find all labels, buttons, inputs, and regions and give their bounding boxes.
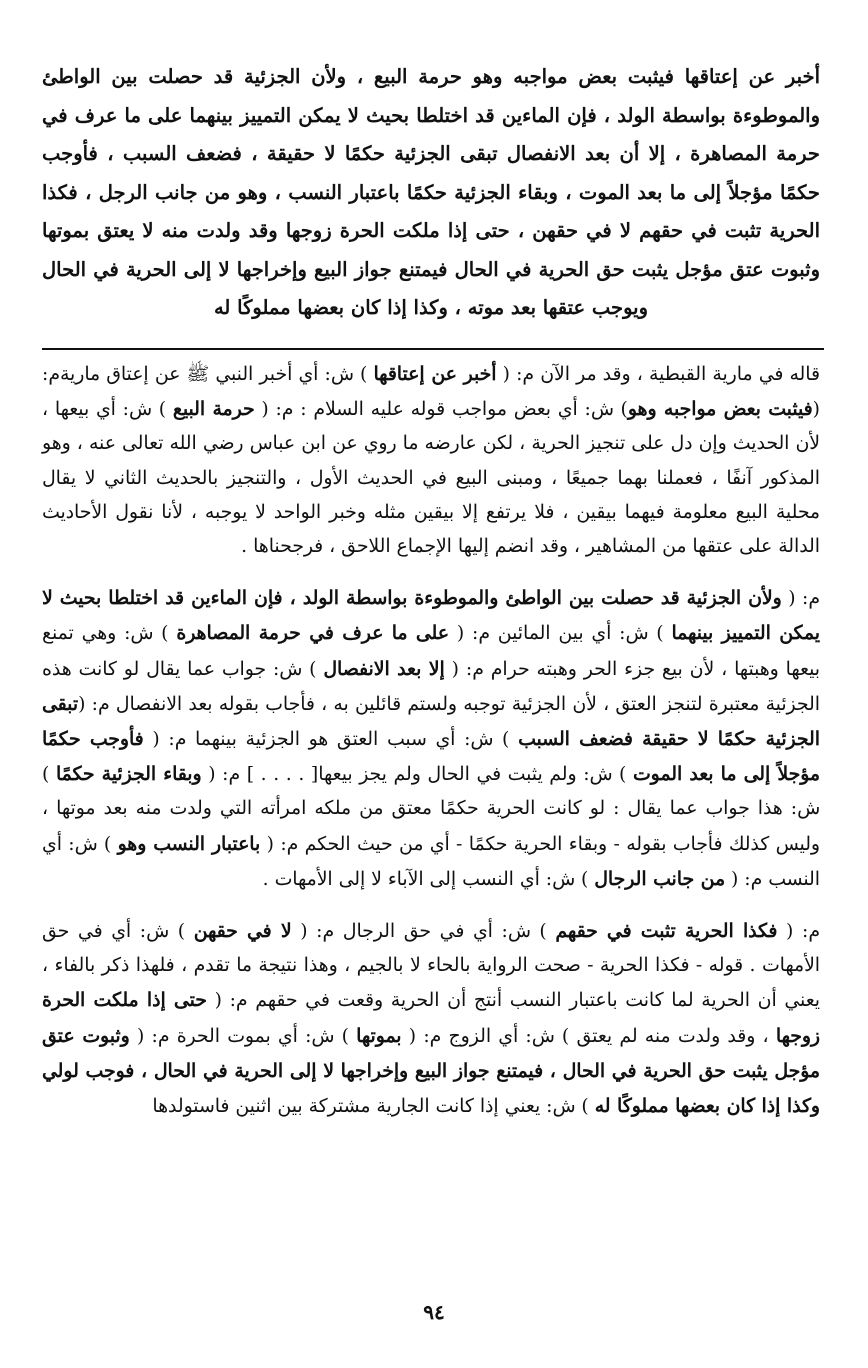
page-number: ٩٤	[423, 1300, 445, 1324]
commentary-paragraph-3	[42, 914, 820, 1124]
commentary-text: ) ش: أي بين المائين م: (	[448, 623, 672, 645]
commentary-text: ) ش: أي النسب م: (	[42, 833, 820, 890]
quoted-matn: من جانب الرجال	[594, 867, 725, 890]
commentary-text: ) ش: ولم يثبت في الحال ولم يجز بيعها[ . . . . ] م: (	[201, 764, 633, 786]
commentary-text: ) ش: جواب عما يقال لو كانت هذه الجزئية معتبرة لتنجز العتق ، لأن الجزئية توجبه ولستم قائلين به ، فأجاب بقوله بعد الانفصال م: (	[42, 658, 820, 715]
commentary-block	[42, 357, 820, 1141]
quoted-matn: باعتبار النسب وهو	[117, 832, 261, 855]
quoted-matn: بموتها	[356, 1024, 402, 1047]
commentary-paragraph-1	[42, 357, 820, 564]
commentary-text: ) ش: أي سبب العتق هو الجزئية بينهما م: (	[143, 729, 519, 751]
commentary-text: ) ش: أي في حق الأمهات . قوله - فكذا الحرية - صحت الرواية بالحاء لا بالجيم ، وهذا نتيجة ما تقدم ، فلهذا ذكر بالفاء ، يعني أن الحرية لما كانت باعتبار النسب أنتج أن الحرية وقعت في حقهم م: (	[42, 921, 820, 1012]
commentary-text: م: (	[777, 921, 820, 943]
quoted-matn: وبقاء الجزئية حكمًا	[55, 763, 202, 786]
quoted-matn: فيثبت بعض مواجبه وهو	[627, 398, 813, 421]
commentary-text: ، وقد ولدت منه لم يعتق ) ش: أي الزوج م: (	[401, 1025, 776, 1047]
text-divider	[42, 348, 824, 350]
commentary-text: ) ش: أي بموت الحرة م: (	[129, 1025, 357, 1047]
quoted-matn: وثبوت عتق مؤجل يثبت حق الحرية في الحال ، فيمتنع جواز البيع وإخراجها لا إلى الحرية في الحال ، فوجب لولي وكذا إذا كان بعضها مملوكًا له	[42, 1024, 820, 1118]
commentary-paragraph-2	[42, 581, 820, 897]
quoted-matn: تبقى الجزئية حكمًا لا حقيقة فضعف السبب	[42, 692, 820, 751]
commentary-text: قاله في مارية القبطية ، وقد مر الآن م: (	[496, 364, 820, 385]
quoted-matn: إلا بعد الانفصال	[323, 657, 445, 680]
quoted-matn: ولأن الجزئية قد حصلت بين الواطئ والموطوءة بواسطة الولد ، فإن الماءين قد اختلطا بحيث لا يمكن التمييز بينهما	[42, 587, 820, 645]
commentary-text: ) ش: أي بعض مواجب قوله عليه السلام : م: (	[254, 399, 628, 421]
commentary-text: ) ش: أي بيعها ، لأن الحديث وإن دل على تنجيز الحرية ، لكن عارضه ما روي عن ابن عباس رضي الله تعالى عنه ، وهو المذكور آنفًا ، فعملنا بهما جميعًا ، ومبنى البيع في الحديث الأول ، والتنجيز بالحديث الثاني لا يقال محلية البيع معلومة فيهما بيقين ، فلا يرتفع إلا بيقين مثله وخبر الواحد لا يوجبه ، لأنا نقول الأحاديث الدالة على عتقها من المشاهير ، وقد انضم إليها الإجماع اللاحق ، فرجحناها .	[42, 399, 820, 558]
main-text-block: أخبر عن إعتاقها فيثبت بعض مواجبه وهو حرمة البيع ، ولأن الجزئية قد حصلت بين الواطئ والموطوءة بواسطة الولد ، فإن الماءين قد اختلطا بحيث لا يمكن التمييز بينهما على ما عرف في حرمة المصاهرة ، إلا أن بعد الانفصال تبقى الجزئية حكمًا لا حقيقة ، فضعف السبب ، فأوجب حكمًا مؤجلاً إلى ما بعد الموت ، وبقاء الجزئية حكمًا باعتبار النسب ، وهو من جانب الرجل ، فكذا الحرية تثبت في حقهم لا في حقهن ، حتى إذا ملكت الحرة زوجها وقد ولدت منه لا يعتق بموتها وثبوت عتق مؤجل يثبت حق الحرية في الحال فيمتنع جواز البيع وإخراجها لا إلى الحرية في الحال ويوجب عتقها بعد موته ، وكذا إذا كان بعضها مملوكًا له	[42, 65, 820, 319]
quoted-matn: على ما عرف في حرمة المصاهرة	[176, 622, 449, 645]
quoted-matn: حرمة البيع	[172, 398, 255, 421]
commentary-text: م: (	[781, 588, 820, 610]
quoted-matn: حتى إذا ملكت الحرة زوجها	[42, 989, 821, 1047]
commentary-text: ) ش: أي أخبر النبي ﷺ عن إعتاق ماريةم: (	[42, 364, 820, 421]
quoted-matn: فأوجب حكمًا مؤجلاً إلى ما بعد الموت	[42, 728, 820, 786]
commentary-text: ) ش: وهي تمنع بيعها وهبتها ، لأن بيع جزء الحر وهبته حرام م: (	[42, 623, 821, 680]
commentary-text: ) ش: أي في حق الرجال م: (	[291, 921, 556, 943]
commentary-text: ) ش: يعني إذا كانت الجارية مشتركة بين اثنين فاستولدها	[152, 1096, 595, 1118]
quoted-matn: لا في حقهن	[193, 920, 292, 943]
quoted-matn: أخبر عن إعتاقها	[373, 363, 497, 385]
commentary-text: ) ش: هذا جواب عما يقال : لو كانت الحرية حكمًا معتق من ملكه امرأته التي ولدت منه بعد موتها ، وليس كذلك فأجاب بقوله - وبقاء الحرية حكمًا - أي من حيث الحكم م: (	[42, 764, 820, 855]
commentary-text: ) ش: أي النسب إلى الآباء لا إلى الأمهات .	[262, 868, 595, 890]
quoted-matn: فكذا الحرية تثبت في حقهم	[555, 920, 778, 943]
